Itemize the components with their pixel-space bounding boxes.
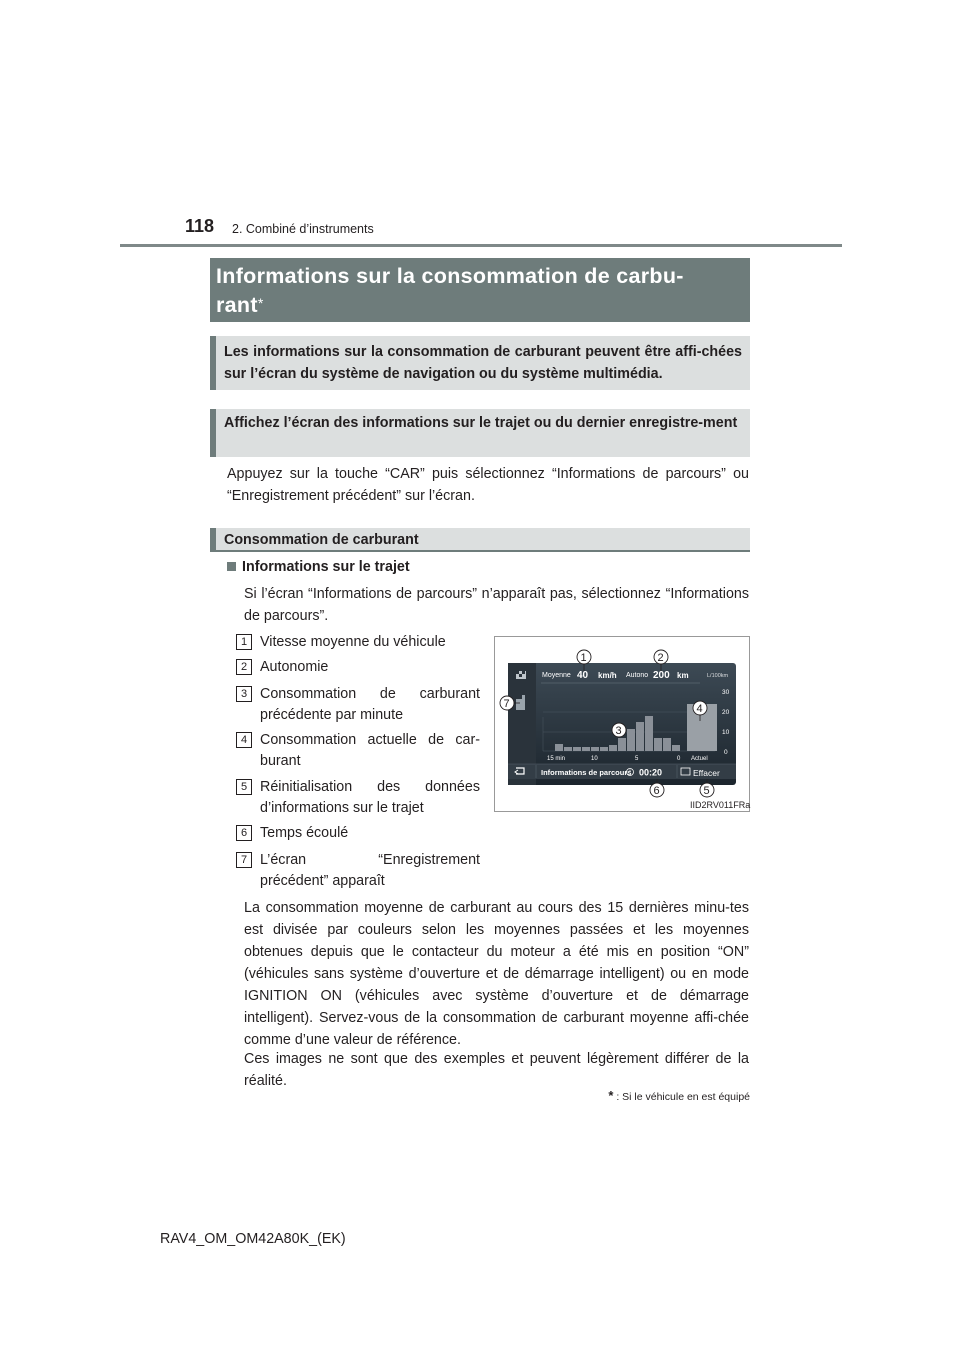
range-unit: km [677, 671, 689, 680]
callout-7 [500, 696, 514, 710]
callout-5 [700, 783, 714, 797]
callout-3 [612, 723, 626, 737]
callout-2 [654, 650, 668, 664]
svg-text:1: 1 [580, 652, 587, 664]
svg-text:3: 3 [615, 725, 622, 737]
list-item-label: L’écran “Enregistrement précédent” apparaît [260, 852, 480, 889]
average-speed-value: 40 [577, 670, 589, 681]
section-title-line1: Informations sur la consommation de carbu- [216, 264, 684, 288]
trip-info-heading [227, 559, 410, 575]
y-tick: 0 [724, 749, 728, 756]
list-item-label: Temps écoulé [260, 825, 349, 841]
svg-text:6: 6 [653, 785, 660, 797]
document-code: RAV4_OM_OM42A80K_(EK) [160, 1231, 346, 1247]
list-item-label: Consommation de carburant précédente par minute [260, 686, 480, 723]
list-item-label: Vitesse moyenne du véhicule [260, 634, 446, 650]
svg-text:2: 2 [657, 652, 664, 664]
svg-text:4: 4 [696, 703, 703, 715]
trip-info-label: Informations de parcours [541, 768, 632, 777]
trip-info-figure [494, 636, 750, 812]
list-item [236, 657, 480, 678]
chapter-title: 2. Combiné d’instruments [232, 222, 374, 236]
trip-info-heading-text: Informations sur le trajet [242, 559, 410, 575]
x-tick: 0 [677, 756, 681, 762]
fuel-unit: L/100km [707, 673, 729, 679]
average-consumption-paragraph: La consommation moyenne de carburant au cours des 15 dernières minu-tes est divisée par couleurs selon les moyennes passées et les moyennes obtenues depuis que le contacteur du moteur a été mis en position “ON” (véhicules sans système d’ouverture et de démarrage intelligent) ou en mode IGNITION ON (véhicules avec système d’ouverture et de démarrage intelligent). Servez-vous de la consommation de carburant moyenne affi-chée comme d’une valeur de référence. [244, 900, 749, 1048]
x-tick: 10 [591, 756, 598, 762]
callout-number: 4 [236, 732, 252, 748]
callout-number: 6 [236, 825, 252, 841]
list-item-label: Réinitialisation des données d’informations sur le trajet [260, 779, 480, 816]
moyenne-label: Moyenne [542, 672, 571, 679]
instruction-paragraph: Appuyez sur la touche “CAR” puis sélectionnez “Informations de parcours” ou “Enregistrement précédent” sur l’écran. [227, 466, 749, 504]
y-tick: 20 [722, 709, 730, 716]
display-instruction-box [210, 409, 750, 457]
footnote-text: : Si le véhicule en est équipé [616, 1091, 750, 1103]
list-item-label: Autonomie [260, 659, 329, 675]
list-item [236, 684, 480, 726]
callout-number: 1 [236, 634, 252, 650]
header-rule [120, 244, 842, 247]
callout-6 [650, 783, 664, 797]
actuel-label: Actuel [691, 756, 708, 762]
fuel-consumption-heading-box [210, 528, 750, 552]
section-title [216, 262, 746, 320]
list-item [236, 777, 480, 819]
elapsed-time-value: 00:20 [639, 767, 663, 778]
list-item [236, 850, 480, 892]
list-item-label: Consommation actuelle de car-burant [260, 732, 480, 769]
callout-1 [577, 650, 591, 664]
intro-box [210, 336, 750, 390]
footnote-marker: * [608, 1088, 614, 1103]
y-tick: 10 [722, 729, 730, 736]
autono-label: Autono [626, 672, 649, 679]
x-tick: 15 min [547, 756, 566, 762]
list-item [236, 730, 480, 772]
list-item [236, 823, 480, 844]
disclaimer-paragraph: Ces images ne sont que des exemples et peuvent légèrement différer de la réalité. [244, 1051, 749, 1089]
fuel-consumption-heading: Consommation de carburant [224, 532, 419, 548]
callout-number: 5 [236, 779, 252, 795]
callout-number: 3 [236, 686, 252, 702]
callout-number: 7 [236, 852, 252, 868]
list-item [236, 632, 480, 653]
clear-button-label: Effacer [693, 768, 720, 778]
footnote-marker: * [257, 295, 264, 311]
trip-info-screen-illustration [495, 637, 749, 811]
speed-unit: km/h [598, 671, 617, 680]
square-bullet-icon [227, 562, 236, 571]
checkered-flag-icon [516, 671, 526, 679]
footnote [600, 1088, 750, 1103]
callout-number: 2 [236, 659, 252, 675]
trip-info-text: Si l’écran “Informations de parcours” n’apparaît pas, sélectionnez “Informations de parcours”. [244, 586, 749, 624]
x-tick: 5 [635, 756, 639, 762]
display-instruction-text: Affichez l’écran des informations sur le trajet ou du dernier enregistre-ment [224, 415, 738, 431]
intro-text: Les informations sur la consommation de carburant peuvent être affi-chées sur l’écran du système de navigation ou du système multimédia. [224, 344, 742, 382]
figure-caption: IID2RV011FRa [690, 800, 751, 810]
svg-text:5: 5 [703, 785, 710, 797]
y-tick: 30 [722, 689, 730, 696]
range-value: 200 [653, 670, 670, 681]
svg-text:7: 7 [503, 698, 510, 710]
section-title-line2: rant [216, 293, 258, 317]
page-number: 118 [185, 216, 215, 236]
callout-4 [693, 701, 707, 715]
